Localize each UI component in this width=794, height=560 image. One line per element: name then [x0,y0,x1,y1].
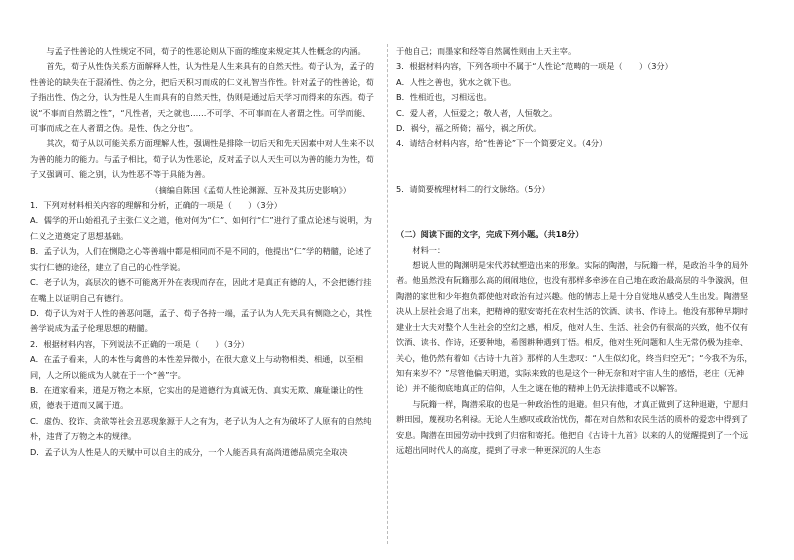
material-label: 材料一： [412,244,446,255]
continuation: 于他自己；而墨家和经等自然属性则由上天主宰。 [396,46,577,56]
paragraph: 与阮籍一样，陶潜采取的也是一种政治性的退避。但只有他，才真正做到了这种退避，宁愿归耕田园，蔑视功名利禄。无论人生感叹或政治忧伤，都在对自然和农民生活的质朴的爱恋中得到了安息。陶潜在田园劳动中找到了归宿和寄托。他把自《古诗十九首》以来的人的觉醒提到了一个远远超出同时代人的高度，提到了寻求一种更深沉的人生态 [396,398,749,455]
option: A．在孟子看来，人的本性与禽兽的本性差异微小，在很大意义上与动物相类、相通，以至相同，人之所以能成为人就在于一个“善”字。 [30,354,364,380]
option: A．人性之善也，犹水之就下也。 [396,76,517,87]
column-divider [387,44,388,544]
option: C．虚伪、狡诈、贪欲等社会丑恶现象源于人之有为，老子认为人之有为破坏了人原有的自然纯朴，违背了万物之本的规律。 [30,415,372,442]
question-5: 5．请简要梳理材料二的行文脉络。（5分） [396,183,550,194]
option: B．性相近也，习相远也。 [396,92,492,103]
option: D．孟子认为人性是人的天赋中可以自主的成分，一个人能否具有高尚道德品质完全取决 [30,446,348,457]
option: D．祸兮，福之所倚；福兮，祸之所伏。 [396,123,542,134]
left-column [30,44,375,460]
option: D．荀子认为对于人性的善恶问题，孟子、荀子各持一端，孟子认为人先天具有恻隐之心，其性善学说成为孟子伦理思想的精髓。 [30,307,372,334]
option: B．在道家看来，道是万物之本原，它实出的是道德行为真诚无伪、真实无欺、廉耻谦让的性质，德表于道而又属于道。 [30,384,364,411]
paragraph: 其次，荀子从以可能关系方面理解人性，强调性是排除一切后天和先天因素中对人生来不以为善的能力的能力。与孟子相比，荀子认为性恶论，反对孟子以人天生可以为善的能力为性，荀子又强调可、能之别，认为性恶不等于具能为善。 [30,138,374,180]
right-column [396,44,756,458]
option: A．儒学的开山始祖孔子主张仁义之道，他对何为“仁”、如何行“仁”进行了重点论述与说明，为仁义之道奠定了思想基础。 [30,215,372,241]
paragraph: 首先，荀子从性伪关系方面解释人性，认为性是人生来具有的自然天性。荀子认为，孟子的性善论的缺失在于混淆性、伪之分，把后天积习而成的仁义礼智当作性。针对孟子的性善论，荀子指出性、伪之分，认为性是人生而具有的自然天性，伪则是通过后天学习而得来的东西。荀子说“不事而自然谓之性”，“凡性者，天之就也……不可学、不可事而在人者谓之性。可学而能、可事而成之在人者谓之伪。是性、伪之分也”。 [30,61,374,134]
paragraph: 想说人世的陶渊明是宋代苏轼塑造出来的形象。实际的陶潜，与阮籍一样，是政治斗争的局外者。他虽然没有阮籍那么高的闹闹地位，也没有那样多牵涉在自己地在政治最高层的斗争漩涡，但陶潜的家世和少年抱负都使他对政治有过兴趣。他的情志上是十分自觉地从感受人生出发。陶潜坚决从上层社会退了出来，把精神的慰安寄托在农村生活的饮酒、读书、作诗上。他没有那种早期时建业士大夫对整个人生社会的空幻之感，相反，他对人生、生活、社会仍有很高的兴致，他不仅有饮酒、读书、作诗，还要种地，希图耕种遇到丁悟。相反，他对生死问题和人生无常仍极为挂牵、关心，他仍然有着如《古诗十九首》那样的人生悲叹：“人生似幻化，终当归空无”；“今我不为乐，知有来岁不？”尽管他偏天明道，实际来致的也是这个一种无奈和对宇宙人生的感悟，老庄（无神论）并不能彻底地真正的信仰，人生之谜在他的精神上仍无法排遣或不以解答。 [396,260,753,394]
question-4: 4．请结合材料内容，给“性善论”下一个简要定义。（4分） [396,138,608,149]
option: C．爱人者，人恒爱之；敬人者，人恒敬之。 [396,107,558,118]
question-2: 2．根据材料内容，下列说法不正确的一项是（ ）（3分） [30,338,250,349]
option: C．老子认为，高层次的德不可能离开外在表现而存在，因此才是真正有德的人，不会把德行挂在嘴上以证明自己有德行。 [30,277,372,303]
question-1: 1．下列对材料相关内容的理解和分析，正确的一项是（ ）（3分） [30,200,282,211]
source-line: （摘编自陈国《孟荀人性论渊源、互补及其历史影响》） [150,184,351,195]
question-3: 3．根据材料内容，下列各项中不属于“人性论”范畴的一项是（ ）（3分） [396,61,673,72]
option: B．孟子认为，人们在恻隐之心等善端中都是相同而不是不同的，他提出“仁”学的精髓，论述了实行仁德的途径，建立了自己的心性学说。 [30,246,372,272]
paragraph: 与孟子性善论的人性规定不同，荀子的性恶论则从下面的维度来规定其人性概念的内涵。 [46,46,366,56]
section-heading: （二）阅读下面的文字，完成下列小题。（共18分） [396,229,584,240]
